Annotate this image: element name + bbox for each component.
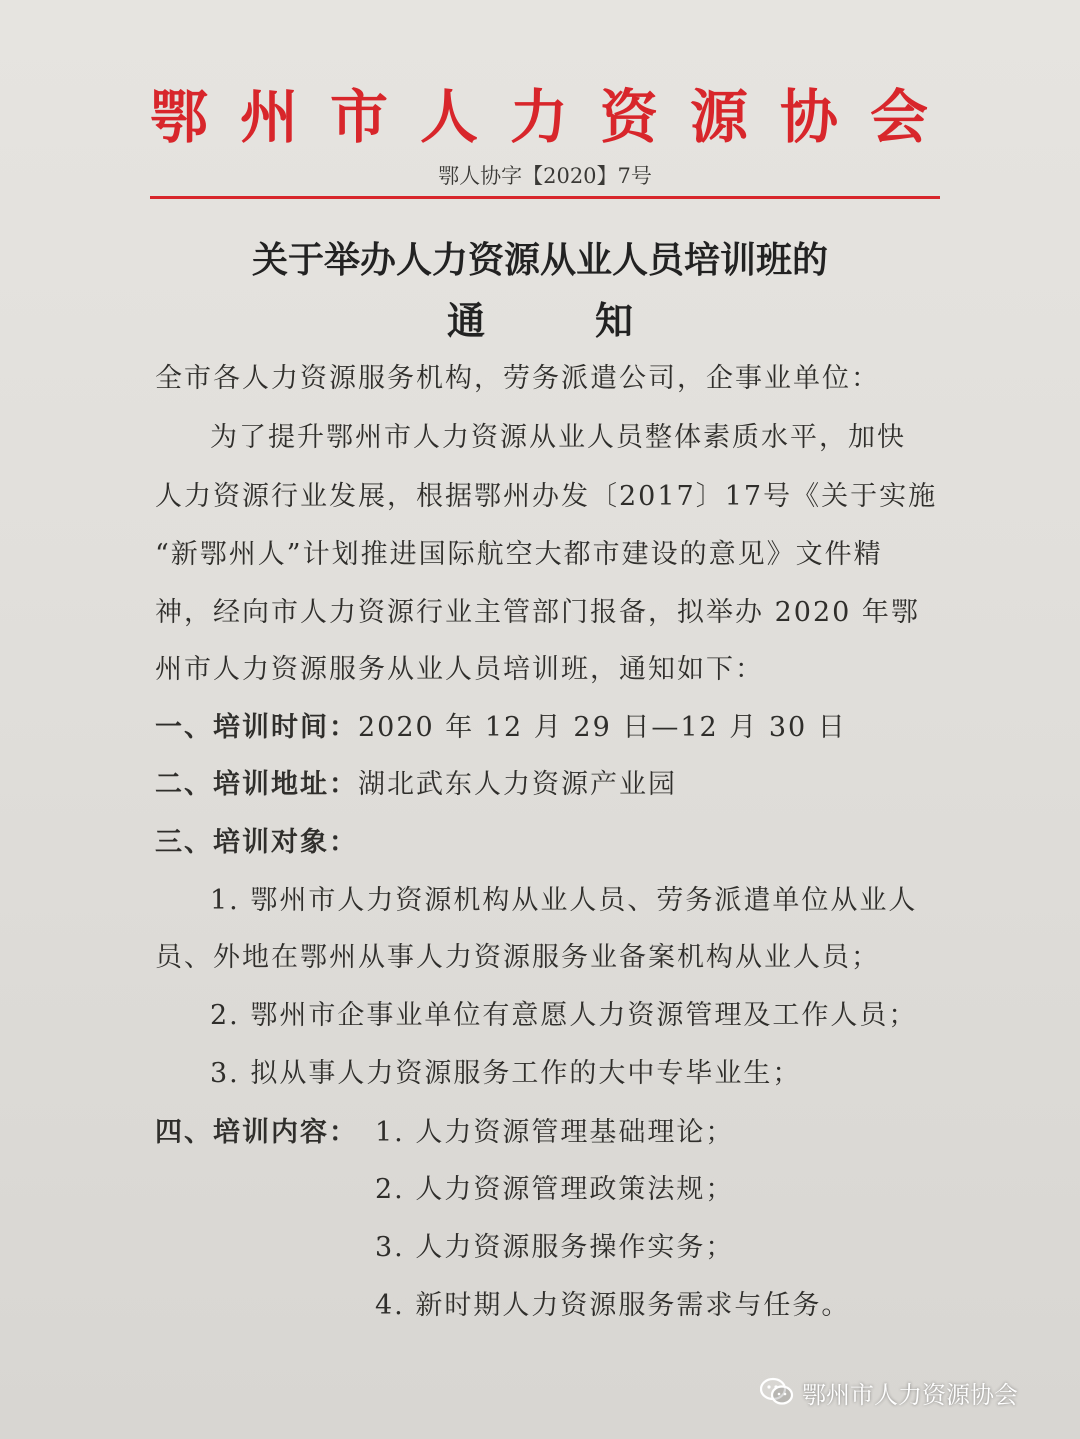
wechat-icon (760, 1377, 794, 1407)
section-content-label: 四、培训内容： (155, 1117, 358, 1148)
intro-line-2: 人力资源行业发展，根据鄂州办发〔2017〕17号《关于实施 (155, 481, 938, 512)
intro-line-5: 州市人力资源服务从业人员培训班，通知如下： (155, 654, 764, 685)
content-item-3: 3. 人力资源服务操作实务； (375, 1232, 735, 1263)
content-item-1: 1. 人力资源管理基础理论； (375, 1117, 735, 1148)
intro-line-4: 神，经向市人力资源行业主管部门报备，拟举办 2020 年鄂 (155, 597, 920, 628)
section-time-value: 2020 年 12 月 29 日—12 月 30 日 (358, 712, 847, 743)
content-item-2: 2. 人力资源管理政策法规； (375, 1174, 735, 1205)
notice-title-line-1: 关于举办人力资源从业人员培训班的 (251, 240, 828, 281)
section-location (155, 762, 677, 801)
target-item-1: 1. 鄂州市人力资源机构从业人员、劳务派遣单位从业人 (210, 885, 918, 916)
target-item-1-continued: 员、外地在鄂州从事人力资源服务业备案机构从业人员； (155, 942, 880, 973)
letterhead-title: 鄂州市人力资源协会 (150, 83, 961, 151)
target-item-2: 2. 鄂州市企事业单位有意愿人力资源管理及工作人员； (210, 1000, 918, 1031)
target-item-3: 3. 拟从事人力资源服务工作的大中专毕业生； (210, 1058, 802, 1089)
salutation: 全市各人力资源服务机构，劳务派遣公司，企事业单位： (155, 363, 880, 394)
section-targets-label: 三、培训对象： (155, 827, 358, 858)
content-item-4: 4. 新时期人力资源服务需求与任务。 (375, 1290, 851, 1321)
watermark-text: 鄂州市人力资源协会 (802, 1380, 1018, 1409)
red-divider-line (150, 196, 940, 199)
section-time (155, 705, 847, 744)
document-number: 鄂人协字【2020】7号 (438, 164, 652, 188)
section-time-label: 一、培训时间： (155, 712, 358, 743)
intro-line-1: 为了提升鄂州市人力资源从业人员整体素质水平，加快 (210, 422, 906, 453)
watermark (760, 1374, 1018, 1410)
intro-line-3: “新鄂州人”计划推进国际航空大都市建设的意见》文件精 (155, 539, 883, 570)
section-location-value: 湖北武东人力资源产业园 (358, 769, 677, 800)
section-location-label: 二、培训地址： (155, 769, 358, 800)
notice-title-line-2: 通知 (446, 299, 743, 343)
